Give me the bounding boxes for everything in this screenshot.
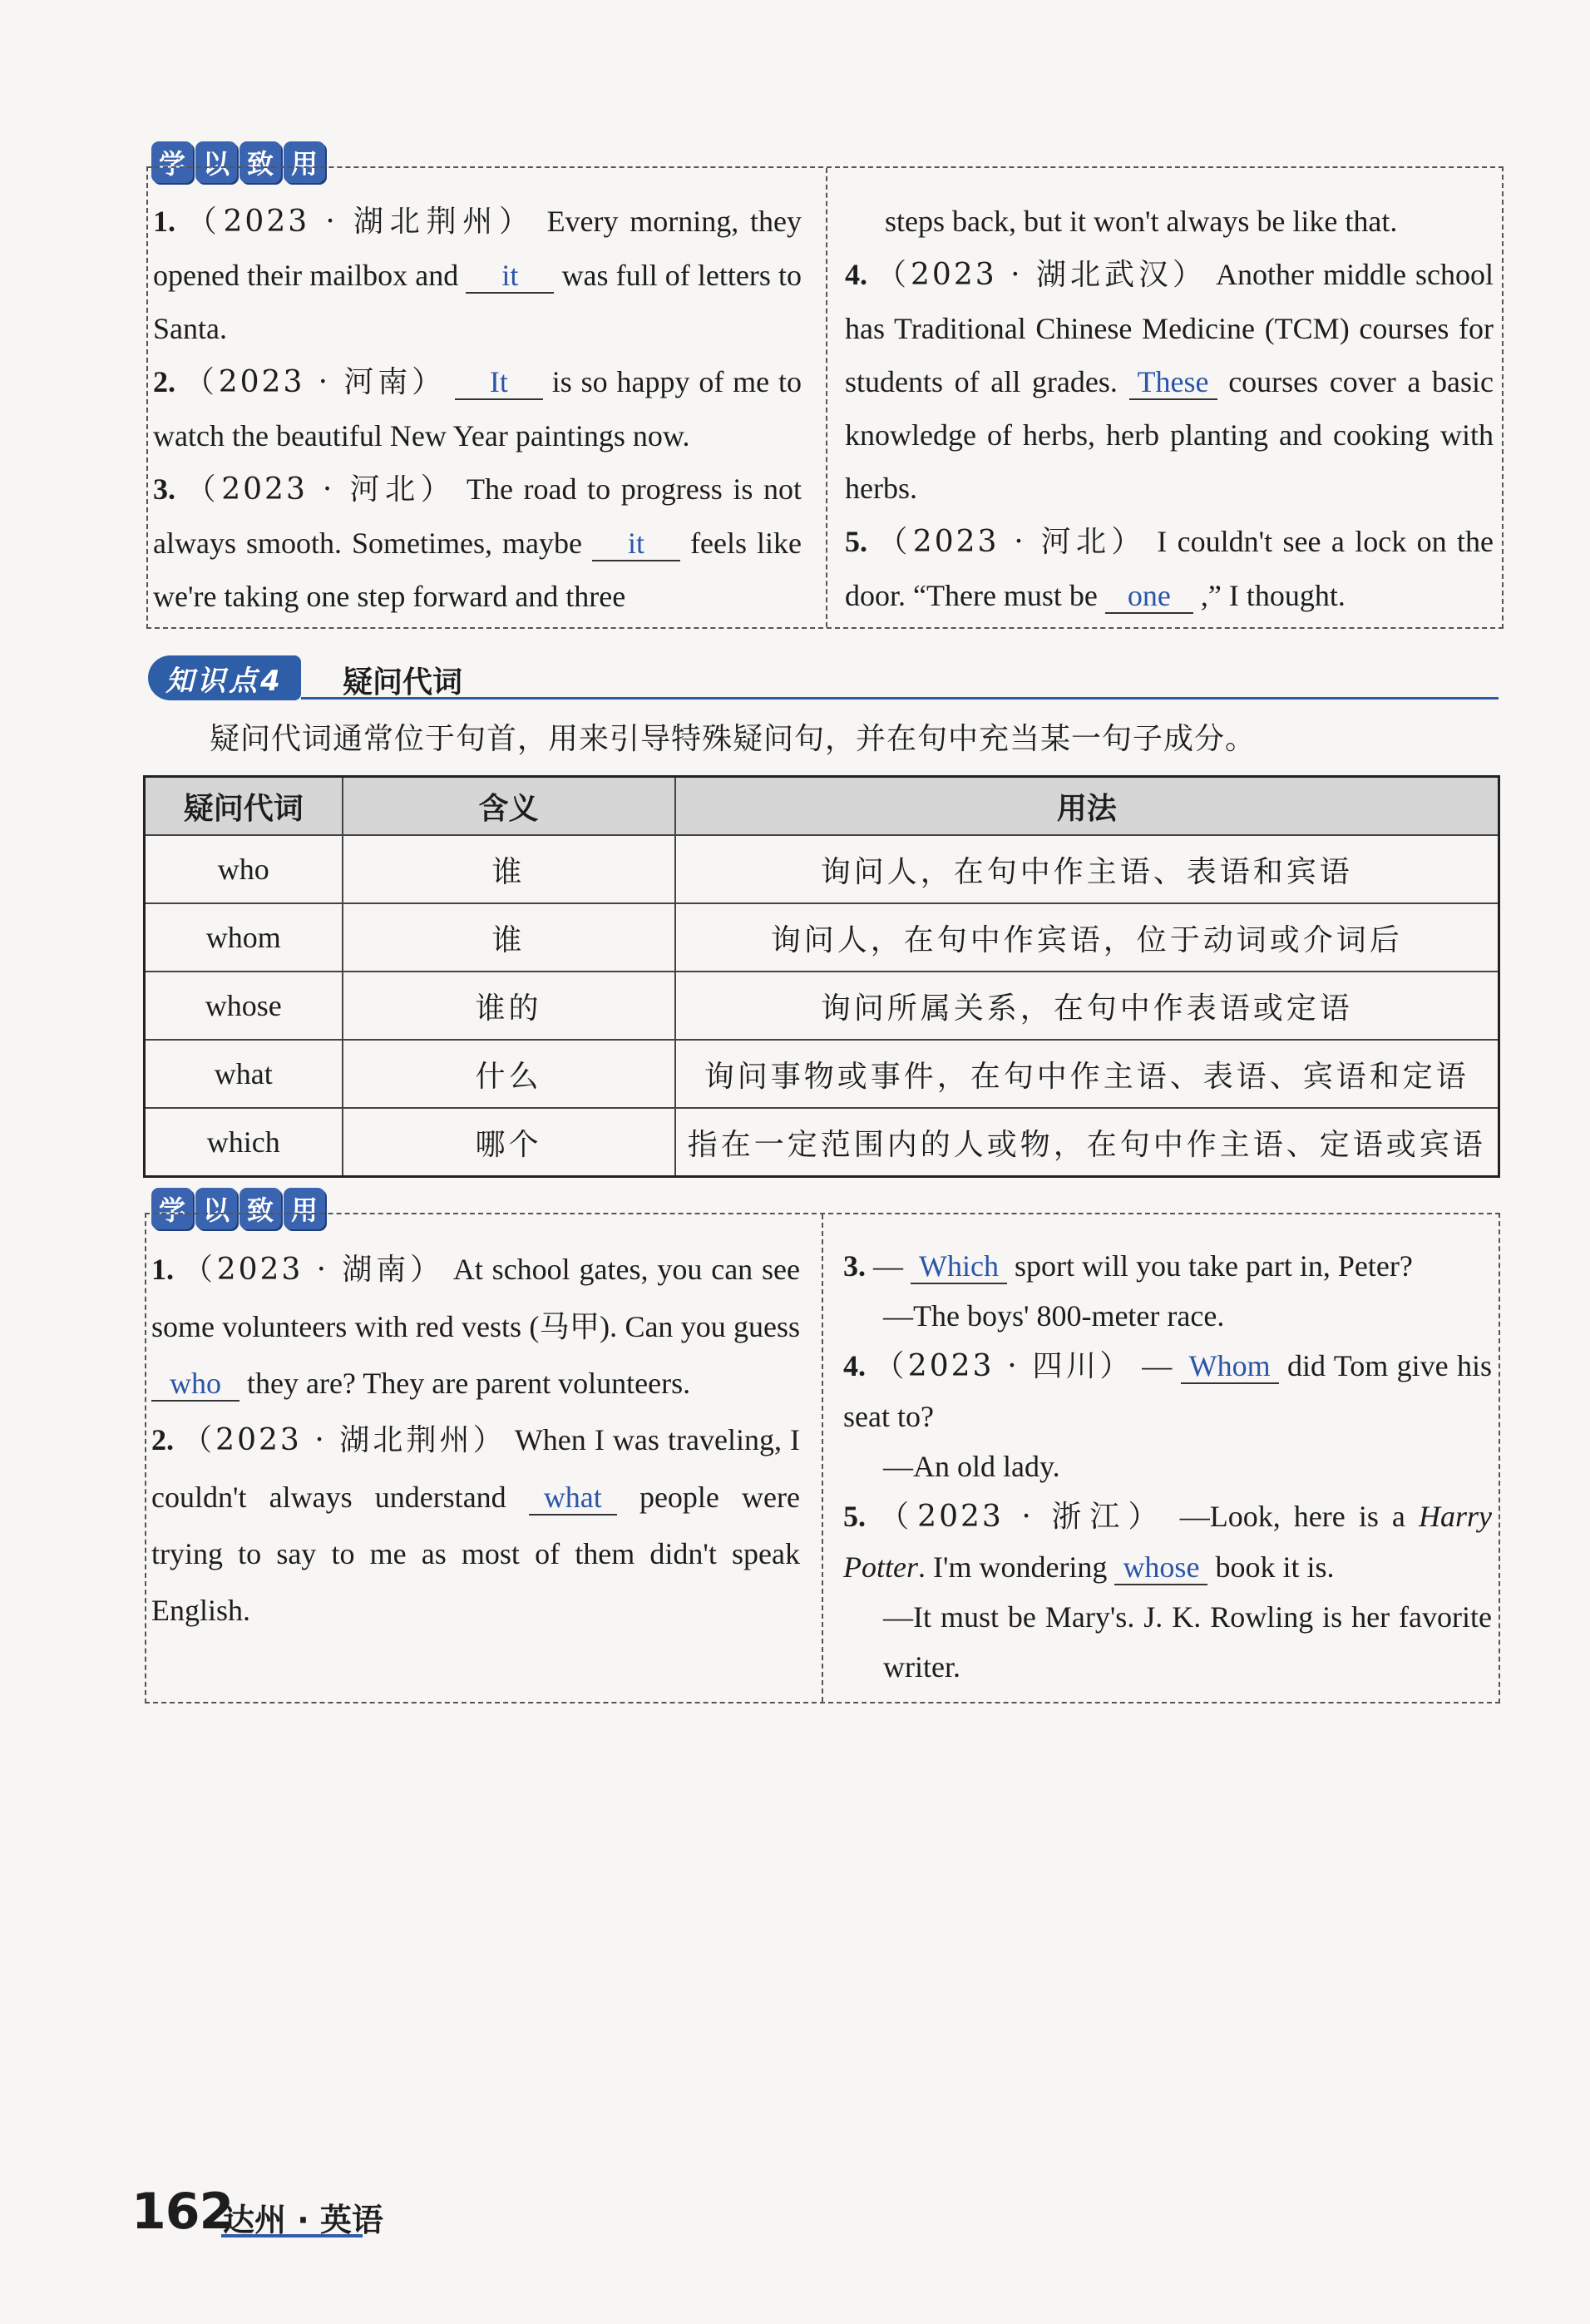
exercise-item (153, 355, 802, 462)
column-divider (822, 1214, 823, 1702)
answer-blank: one (1105, 579, 1193, 614)
table-cell: 询问人，在句中作宾语，位于动词或介词后 (675, 903, 1499, 972)
table-cell: 谁 (343, 903, 675, 972)
table-cell: whom (145, 903, 343, 972)
table-cell: 哪个 (343, 1108, 675, 1177)
exercise-item (153, 195, 802, 355)
footer-rule (221, 2234, 363, 2237)
table-cell: 谁 (343, 835, 675, 903)
header-rule (301, 697, 1499, 700)
badge-char: 以 (195, 141, 237, 183)
table-cell: which (145, 1108, 343, 1177)
item-reply: —An old lady. (883, 1450, 1060, 1483)
item-source: （2023 · 浙江） (879, 1500, 1167, 1534)
item-source: （2023 · 湖南） (182, 1253, 444, 1287)
exercise-item (151, 1241, 800, 1412)
table-header-row (145, 777, 1499, 836)
exercise-column-right (845, 195, 1494, 622)
knowledge-point-tag: 知识点4 (148, 655, 301, 700)
item-source: （2023 · 河南） (184, 365, 446, 399)
page-number: 162 (131, 2183, 234, 2241)
answer-blank: who (151, 1367, 239, 1402)
item-source: （2023 · 四川） (874, 1349, 1133, 1383)
answer-blank: It (455, 365, 543, 400)
item-source: （2023 · 湖北荆州） (186, 205, 536, 239)
item-source: （2023 · 河北） (185, 472, 457, 507)
item-text: book it is. (1215, 1550, 1335, 1584)
table-row (145, 903, 1499, 972)
exercise-item (845, 248, 1494, 515)
item-text: ,” I thought. (1200, 579, 1346, 612)
item-text: people were trying to say to me as most of them didn't speak English. (151, 1481, 800, 1627)
badge-char: 学 (151, 1188, 193, 1229)
table-cell: 询问事物或事件，在句中作主语、表语、宾语和定语 (675, 1040, 1499, 1108)
table-row (145, 835, 1499, 903)
item-number: 2. (153, 365, 175, 398)
table-cell: 询问人，在句中作主语、表语和宾语 (675, 835, 1499, 903)
pronoun-table (143, 775, 1500, 1178)
item-source: （2023 · 湖北荆州） (182, 1423, 506, 1457)
table-row (145, 1040, 1499, 1108)
item-text: was full of letters to Santa. (153, 259, 802, 345)
column-header: 用法 (675, 777, 1499, 836)
item-continuation: steps back, but it won't always be like that. (885, 205, 1398, 238)
table-cell: whose (145, 972, 343, 1040)
answer-blank: it (466, 259, 554, 294)
badge-char: 用 (284, 141, 325, 183)
item-text: is so happy of me to watch the beautiful New Year paintings now. (153, 365, 802, 452)
table-row (145, 972, 1499, 1040)
item-number: 4. (843, 1349, 866, 1382)
table-row (145, 1108, 1499, 1177)
badge-char: 以 (195, 1188, 237, 1229)
answer-blank: Which (911, 1249, 1007, 1284)
item-text: . I'm wondering (917, 1550, 1108, 1584)
exercise-item (153, 462, 802, 623)
table-cell: 询问所属关系，在句中作表语或定语 (675, 972, 1499, 1040)
item-text: Every morning, they opened their mailbox and (153, 205, 802, 292)
item-text: The road to progress is not always smooth. Sometimes, maybe (153, 472, 802, 560)
column-divider (826, 168, 827, 627)
badge-char: 致 (239, 141, 281, 183)
item-source: （2023 · 河北） (877, 525, 1147, 559)
answer-blank: Whom (1181, 1349, 1279, 1384)
item-text: I couldn't see a lock on the door. “There must be (845, 525, 1494, 612)
item-reply: —The boys' 800-meter race. (883, 1299, 1225, 1333)
item-text: they are? They are parent volunteers. (247, 1367, 691, 1400)
item-number: 4. (845, 258, 867, 291)
exercise-item (843, 1241, 1492, 1291)
table-cell: who (145, 835, 343, 903)
item-number: 3. (843, 1249, 866, 1283)
exercise-item (151, 1412, 800, 1639)
item-text: When I was traveling, I couldn't always understand (151, 1423, 801, 1514)
exercise-item (845, 515, 1494, 622)
exercise-item (843, 1491, 1492, 1592)
item-text: sport will you take part in, Peter? (1014, 1249, 1413, 1283)
item-number: 5. (843, 1500, 866, 1533)
badge-char: 致 (239, 1188, 281, 1229)
footer-label: 达州 · 英语 (223, 2202, 383, 2238)
item-number: 3. (153, 472, 175, 506)
item-text: —Look, here is a (1179, 1500, 1405, 1533)
exercise-box-1 (146, 166, 1504, 629)
table-cell: 谁的 (343, 972, 675, 1040)
exercise-column-left (153, 195, 802, 623)
knowledge-point-title: 疑问代词 (343, 665, 463, 700)
exercise-item (843, 1341, 1492, 1441)
item-number: 1. (153, 205, 175, 238)
table-cell: what (145, 1040, 343, 1108)
exercise-box-2 (145, 1213, 1500, 1703)
item-text: Another middle school has Traditional Chinese Medicine (TCM) courses for students of all grades. (845, 258, 1494, 398)
badge-char: 学 (151, 141, 193, 183)
item-text: — (873, 1249, 903, 1283)
exercise-column-left (151, 1241, 800, 1639)
answer-blank: it (592, 527, 680, 561)
item-number: 1. (151, 1253, 174, 1286)
answer-blank: what (529, 1481, 617, 1516)
table-cell: 指在一定范围内的人或物，在句中作主语、定语或宾语 (675, 1108, 1499, 1177)
book-title: Harry Potter (843, 1500, 1492, 1584)
item-number: 5. (845, 525, 867, 558)
exercise-column-right (843, 1241, 1492, 1692)
knowledge-intro: 疑问代词通常位于句首，用来引导特殊疑问句，并在句中充当某一句子成分。 (210, 722, 1257, 756)
item-source: （2023 · 湖北武汉） (876, 258, 1207, 292)
item-text: did Tom give his seat to? (843, 1349, 1493, 1433)
item-number: 2. (151, 1423, 174, 1456)
item-reply: —It must be Mary's. J. K. Rowling is her favorite writer. (883, 1600, 1492, 1684)
column-header: 含义 (343, 777, 675, 836)
answer-blank: These (1129, 365, 1217, 400)
column-header: 疑问代词 (145, 777, 343, 836)
item-text: — (1142, 1349, 1173, 1382)
table-cell: 什么 (343, 1040, 675, 1108)
answer-blank: whose (1114, 1550, 1207, 1585)
badge-char: 用 (284, 1188, 325, 1229)
item-text: courses cover a basic knowledge of herbs, herb planting and cooking with herbs. (845, 365, 1494, 505)
item-text: At school gates, you can see some volunteers with red vests (马甲). Can you guess (151, 1253, 801, 1343)
item-text: feels like we're taking one step forward and three (153, 527, 802, 613)
